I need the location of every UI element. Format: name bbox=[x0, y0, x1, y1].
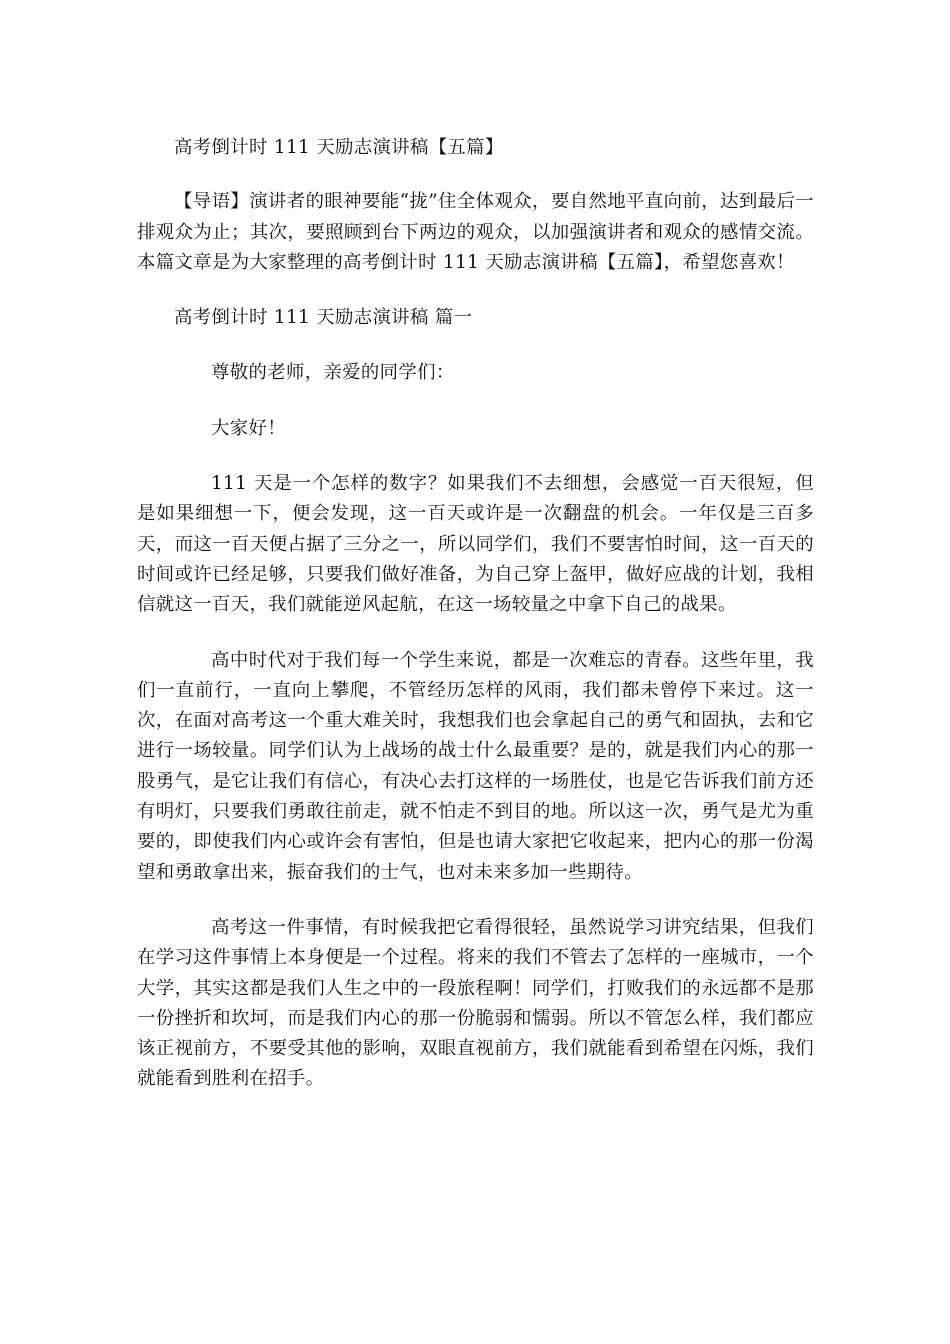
body-paragraph-3: 高考这一件事情，有时候我把它看得很轻，虽然说学习讲究结果，但我们在学习这件事情上本身便是一个过程。将来的我们不管去了怎样的一座城市，一个大学，其实这都是我们人生之中的一段旅程啊！同学们，打败我们的永远都不是那一份挫折和坎坷，而是我们内心的那一份脆弱和懦弱。所以不管怎么样，我们都应该正视前方，不要受其他的影响，双眼直视前方，我们就能看到希望在闪烁，我们就能看到胜利在招手。 bbox=[137, 916, 814, 1090]
document-title: 高考倒计时 111 天励志演讲稿【五篇】 bbox=[174, 137, 504, 158]
body-paragraph-1: 111 天是一个怎样的数字？如果我们不去细想，会感觉一百天很短，但是如果细想一下，便会发现，这一百天或许是一次翻盘的机会。一年仅是三百多天，而这一百天便占据了三分之一，所以同学们，我们不要害怕时间，这一百天的时间或许已经足够，只要我们做好准备，为自己穿上盔甲，做好应战的计划，我相信就这一百天，我们就能逆风起航，在这一场较量之中拿下自己的战果。 bbox=[137, 473, 814, 616]
greeting: 大家好！ bbox=[211, 417, 286, 439]
body-paragraph-2: 高中时代对于我们每一个学生来说，都是一次难忘的青春。这些年里，我们一直前行，一直向上攀爬，不管经历怎样的风雨，我们都未曾停下来过。这一次，在面对高考这一个重大难关时，我想我们也会拿起自己的勇气和固执，去和它进行一场较量。同学们认为上战场的战士什么最重要？是的，就是我们内心的那一股勇气，是它让我们有信心，有决心去打这样的一场胜仗，也是它告诉我们前方还有明灯，只要我们勇敢往前走，就不怕走不到目的地。所以这一次，勇气是尤为重要的，即使我们内心或许会有害怕，但是也请大家把它收起来，把内心的那一份渴望和勇敢拿出来，振奋我们的士气，也对未来多加一些期待。 bbox=[137, 649, 814, 883]
section-heading: 高考倒计时 111 天励志演讲稿 篇一 bbox=[174, 307, 473, 329]
salutation: 尊敬的老师，亲爱的同学们： bbox=[211, 362, 455, 384]
document-page bbox=[137, 133, 814, 1120]
intro-paragraph: 【导语】演讲者的眼神要能“拢”住全体观众，要自然地平直向前，达到最后一排观众为止；其次，要照顾到台下两边的观众，以加强演讲者和观众的感情交流。本篇文章是为大家整理的高考倒计时 111 天励志演讲稿【五篇】，希望您喜欢！ bbox=[137, 191, 814, 273]
